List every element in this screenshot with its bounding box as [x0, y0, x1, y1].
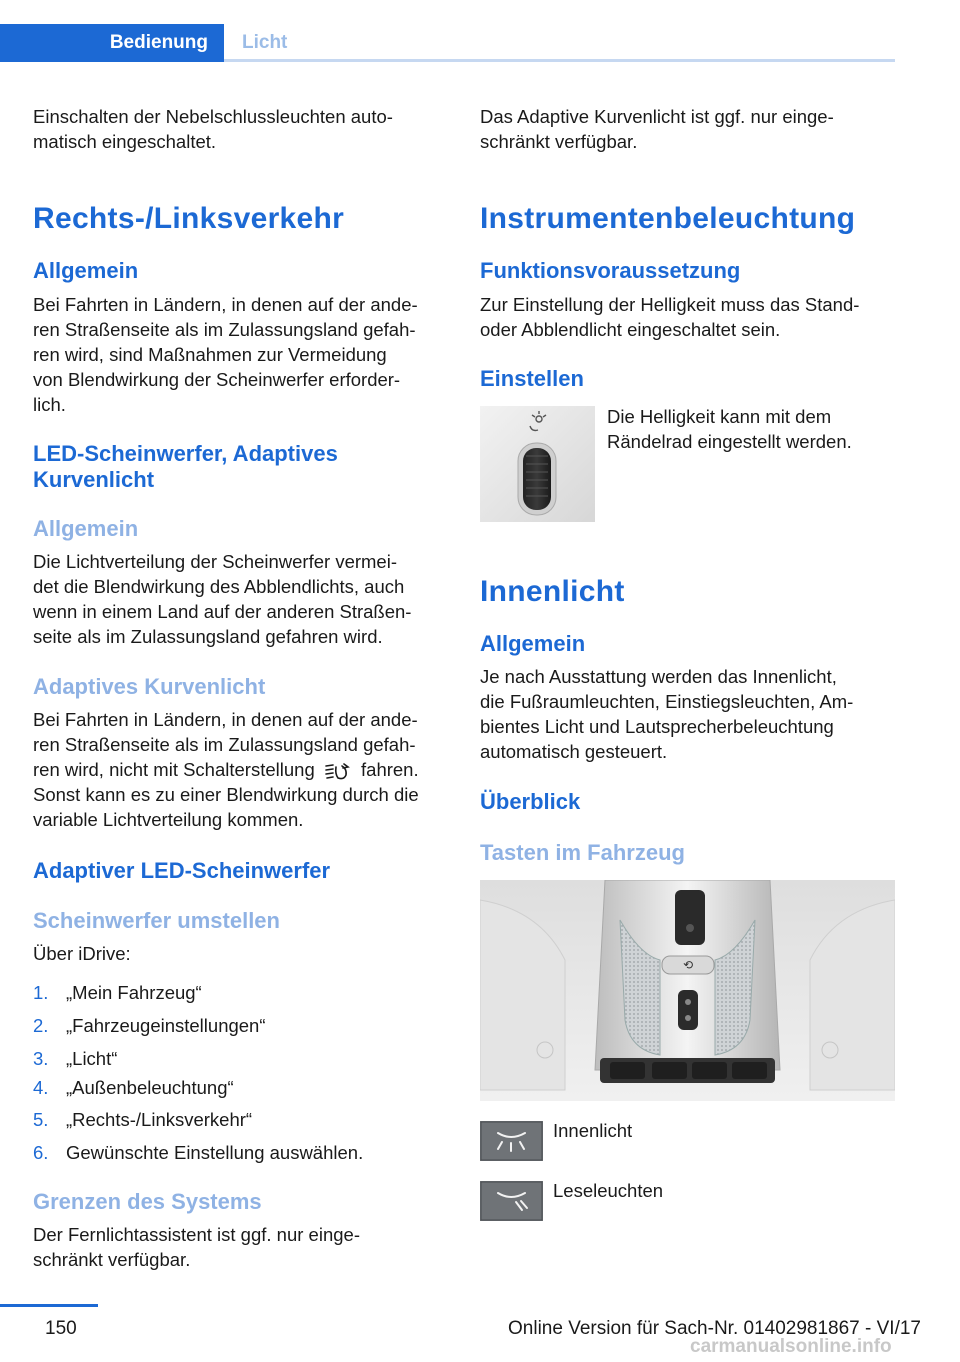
innenlicht-button-icon — [480, 1121, 543, 1161]
allgemein-paragraph: Bei Fahrten in Ländern, in denen auf der ande- ren Straßenseite als im Zulassungsland gefah- ren wird, sind Maßnahmen zur Vermeidung von Blendwirkung der Scheinwerfer erforder- lich. — [33, 294, 418, 415]
intro-right: Das Adaptive Kurvenlicht ist ggf. nur einge- schränkt verfügbar. — [480, 106, 834, 152]
tab-licht[interactable]: Licht — [242, 32, 288, 53]
watermark: carmanualsonline.info — [690, 1336, 892, 1357]
adaptives-paragraph — [33, 707, 448, 832]
tab-bedienung[interactable]: Bedienung — [0, 24, 224, 62]
header-tabs — [0, 0, 895, 62]
list-number: 5. — [33, 1109, 49, 1130]
list-number: 1. — [33, 982, 49, 1003]
list-text: „Licht“ — [66, 1048, 118, 1069]
heading-allgemein-2: Allgemein — [33, 516, 139, 541]
heading-tasten-im-fahrzeug: Tasten im Fahrzeug — [480, 840, 685, 865]
heading-adaptiver-led: Adaptiver LED-Scheinwerfer — [33, 858, 331, 883]
heading-allgemein: Allgemein — [33, 258, 139, 283]
footer-rule — [0, 1304, 98, 1307]
list-number: 3. — [33, 1048, 49, 1069]
heading-rechts-linksverkehr: Rechts-/Linksverkehr — [33, 202, 345, 235]
heading-allgemein-innen: Allgemein — [480, 631, 586, 656]
heading-scheinwerfer-umstellen: Scheinwerfer umstellen — [33, 908, 280, 933]
list-number: 4. — [33, 1077, 49, 1098]
overhead-console-image — [480, 880, 895, 1101]
heading-grenzen: Grenzen des Systems — [33, 1189, 262, 1214]
adaptives-line-2b: fahren. — [361, 759, 419, 780]
page-number: 150 — [45, 1318, 77, 1339]
idrive-label: Über iDrive: — [33, 943, 131, 964]
cornering-light-icon — [324, 762, 352, 780]
intro-text: Einschalten der Nebelschlussleuchten auto- matisch eingeschaltet. — [33, 106, 393, 152]
header-rule — [224, 59, 895, 62]
list-text: „Fahrzeugeinstellungen“ — [66, 1015, 266, 1036]
innenlicht-paragraph: Je nach Ausstattung werden das Innenlicht, die Fußraumleuchten, Einstiegsleuchten, Am- bientes Licht und Lautsprecherbeleuchtung automatisch gesteuert. — [480, 666, 854, 762]
einstellen-paragraph: Die Helligkeit kann mit dem Rändelrad eingestellt werden. — [607, 406, 852, 452]
heading-einstellen: Einstellen — [480, 366, 584, 391]
grenzen-paragraph: Der Fernlichtassistent ist ggf. nur einge- schränkt verfügbar. — [33, 1224, 360, 1270]
list-text: „Mein Fahrzeug“ — [66, 982, 202, 1003]
adaptives-line-3: Sonst kann es zu einer Blendwirkung durch die variable Lichtverteilung kommen. — [33, 784, 419, 830]
leseleuchten-button-icon — [480, 1181, 543, 1221]
lichtverteilung-paragraph: Die Lichtverteilung der Scheinwerfer vermei- det die Blendwirkung des Abblendlichts, auch wenn in einem Land auf der anderen Straßen- seite als im Zulassungsland gefahren wird. — [33, 551, 412, 647]
heading-ueberblick: Überblick — [480, 789, 581, 814]
adaptives-line-2a: ren wird, nicht mit Schalterstellung — [33, 759, 315, 780]
heading-instrumentenbeleuchtung: Instrumentenbeleuchtung — [480, 202, 856, 235]
dimmer-wheel-image — [480, 406, 595, 522]
legend-leseleuchten: Leseleuchten — [553, 1180, 664, 1201]
list-text: „Rechts-/Linksverkehr“ — [66, 1109, 253, 1130]
adaptives-line-2 — [33, 757, 448, 782]
legend-innenlicht: Innenlicht — [553, 1120, 633, 1141]
svg-text:⟲: ⟲ — [682, 958, 694, 972]
heading-innenlicht: Innenlicht — [480, 575, 625, 608]
online-version-text: Online Version für Sach-Nr. 01402981867 - VI/17 — [508, 1318, 921, 1339]
adaptives-line-1: Bei Fahrten in Ländern, in denen auf der ande- ren Straßenseite als im Zulassungsland gefah- — [33, 709, 418, 755]
funktion-paragraph: Zur Einstellung der Helligkeit muss das Stand- oder Abblendlicht eingeschaltet sein. — [480, 294, 860, 340]
list-text: „Außenbeleuchtung“ — [66, 1077, 234, 1098]
list-number: 6. — [33, 1142, 49, 1163]
list-number: 2. — [33, 1015, 49, 1036]
heading-funktionsvoraussetzung: Funktionsvoraussetzung — [480, 258, 741, 283]
heading-led-scheinwerfer: LED-Scheinwerfer, Adaptives Kurvenlicht — [33, 441, 338, 492]
heading-adaptives-kurvenlicht: Adaptives Kurvenlicht — [33, 674, 266, 699]
list-text: Gewünschte Einstellung auswählen. — [66, 1142, 364, 1163]
